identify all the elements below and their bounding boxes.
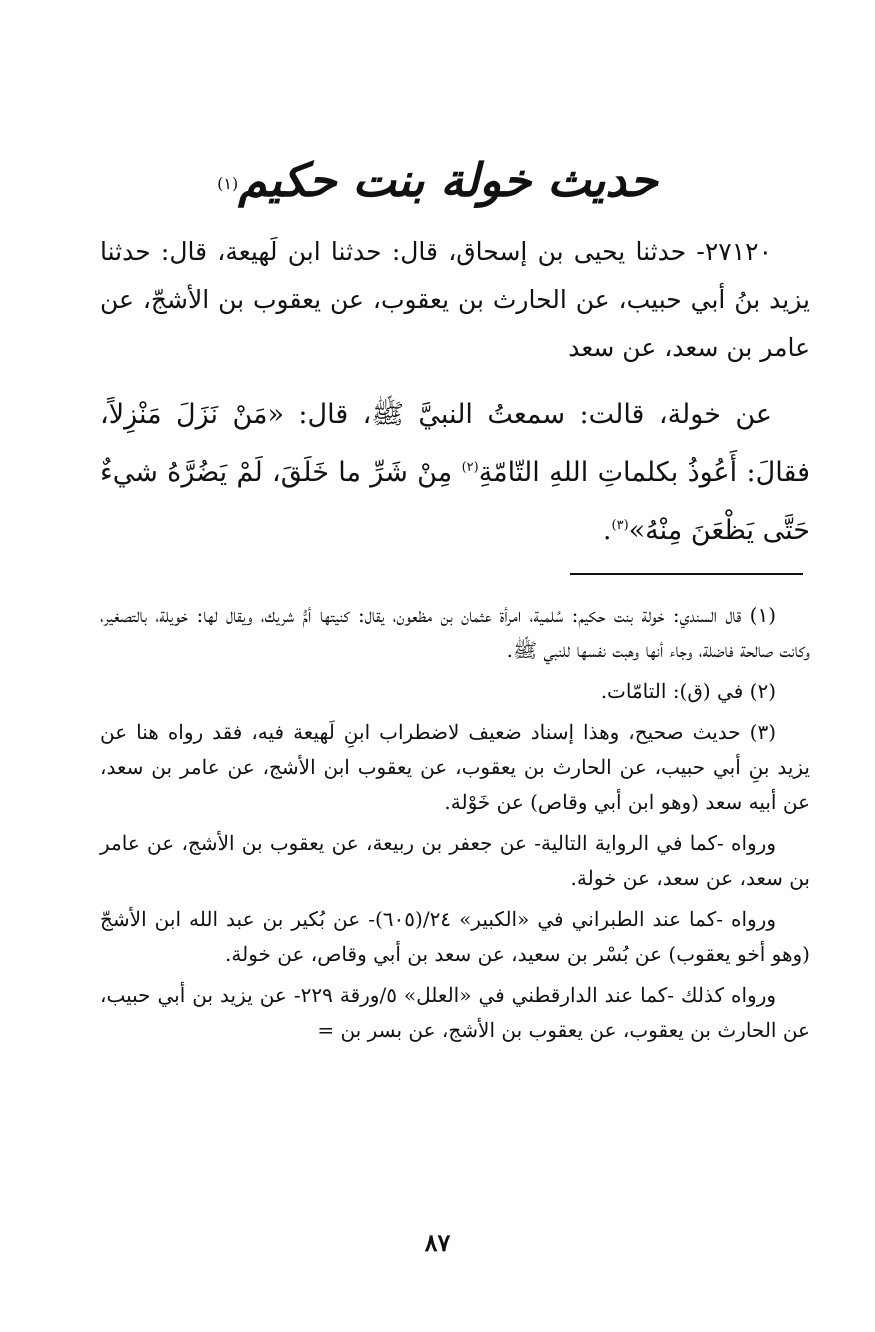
hadith-end: .: [602, 515, 612, 546]
chapter-title-text: حديث خولة بنت حكيم: [238, 153, 658, 207]
main-text: [100, 228, 810, 560]
footnote-separator: [570, 573, 803, 575]
page-number: ٨٧: [424, 1228, 451, 1257]
footnote-3: (٣) حديث صحيح، وهذا إسناد ضعيف لاضطراب ابنِ لَهيعة فيه، فقد رواه هنا عن يزيد بنِ أبي حبيب، عن الحارث بن يعقوب، عن يعقوب ابن الأشج، عن عامر بن سعد، عن أبيه سعد (وهو ابن أبي وقاص) عن خَوْلة.: [100, 720, 810, 814]
footnote-ref-2: (٢): [461, 460, 479, 475]
footnote-3-cont-1: ورواه -كما في الرواية التالية- عن جعفر بن ربيعة، عن يعقوب بن الأشج، عن عامر بن سعد، عن سعد، عن خولة.: [100, 831, 810, 890]
chapter-title: [0, 140, 875, 220]
footnote-3-cont-3: ورواه كذلك -كما عند الدارقطني في «العلل» ٥/ورقة ٢٢٩- عن يزيد بن أبي حبيب، عن الحارث بن يعقوب، عن يعقوب بن الأشج، عن بسر بن =: [100, 983, 810, 1042]
footnote-ref-3: (٣): [611, 518, 629, 533]
footnote-1: (١) قال السندي: خولة بنت حكيم: سُلمية، امرأة عثمان بن مظعون، يقال: كنيتها أمُّ شريك، ويقال لها: خويلة، بالتصغير، وكانت صالحة فاضلة، وجاء أنها وهبت نفسها للنبي ﷺ.: [100, 603, 810, 662]
isnad-paragraph: ٢٧١٢٠- حدثنا يحيى بن إسحاق، قال: حدثنا ابن لَهيعة، قال: حدثنا يزيد بنُ أبي حبيب، عن الحارث بن يعقوب، عن يعقوب بن الأشجّ، عن عامر بن سعد، عن سعد: [100, 237, 810, 362]
footnotes: [100, 598, 810, 1054]
hadith-paragraph: [100, 386, 810, 560]
hadith-text-a: عن خولة، قالت: سمعتُ النبيَّ ﷺ، قال: «مَنْ نَزَلَ مَنْزِلاً، فقالَ: أَعُوذُ بكلماتِ اللهِ التّامّةِ: [100, 399, 811, 488]
title-footnote-ref: (١): [217, 174, 239, 193]
footnote-2: (٢) في (ق): التامّات.: [600, 679, 776, 703]
hadith-text-b: مِنْ شَرِّ ما خَلَقَ، لَمْ يَضُرَّهُ شيءٌ حَتَّى يَظْعَنَ مِنْهُ»: [100, 457, 810, 546]
footnote-3-cont-2: ورواه -كما عند الطبراني في «الكبير» ٢٤/(٦٠٥)- عن بُكير بن عبد الله ابن الأشجّ (وهو أخو يعقوب) عن بُسْر بن سعيد، عن سعد بن أبي وقاص، عن خولة.: [100, 907, 810, 966]
